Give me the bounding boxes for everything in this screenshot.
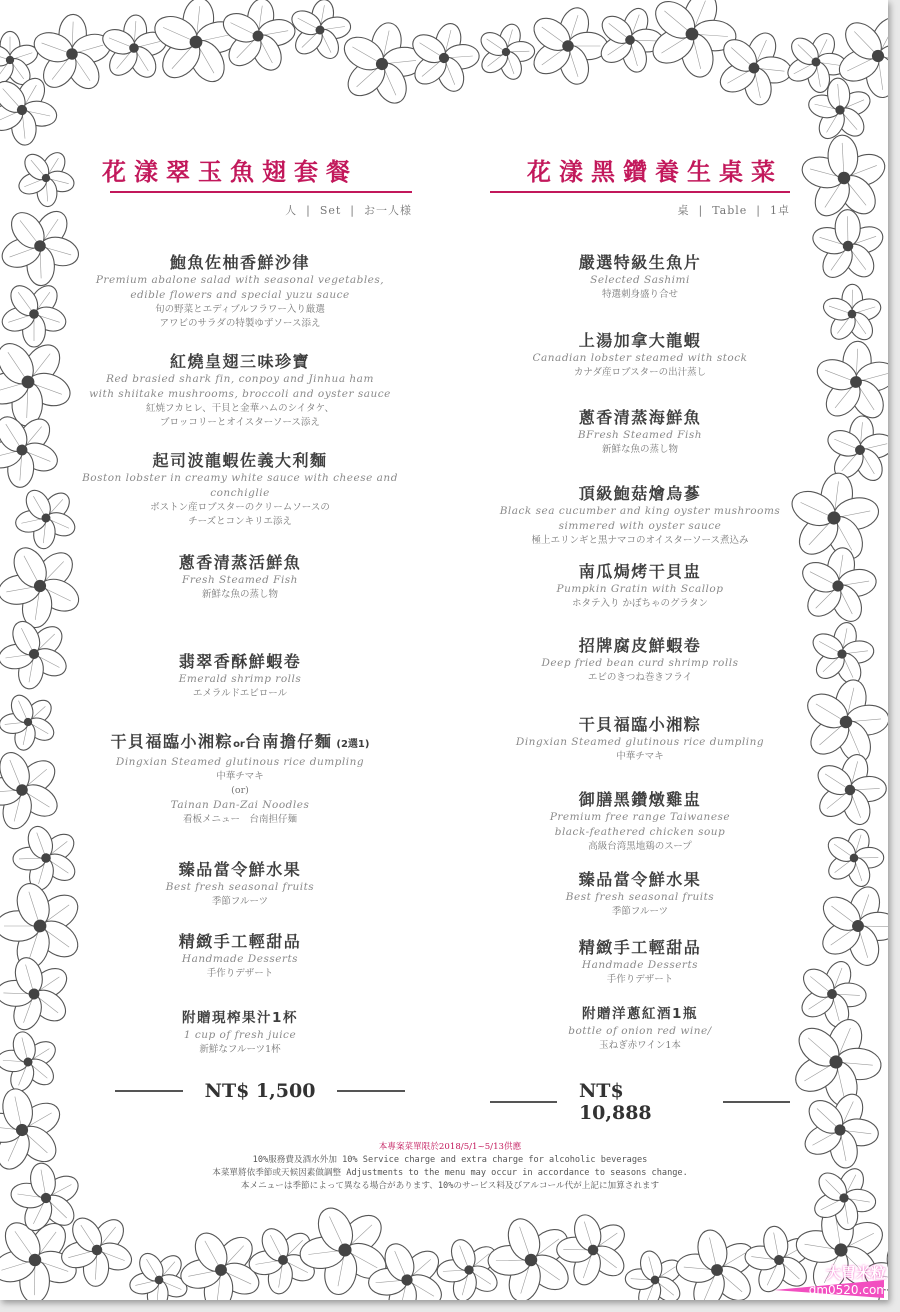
dish-name-en: Handmade Desserts [181, 953, 299, 965]
menu-item [70, 1008, 410, 1057]
dish-name-en: simmered with oyster sauce [558, 520, 722, 532]
table-menu-title: 花漾黑鑽養生桌菜 [527, 158, 783, 186]
dish-name-ja: 中華チマキ [216, 771, 264, 782]
dish-name-ja: 新鮮なフルーツ1杯 [199, 1044, 281, 1055]
menu-item [460, 562, 820, 611]
dish-name-zh: 上湯加拿大龍蝦 [578, 331, 702, 350]
dish-name [460, 331, 820, 351]
dish-name-en: Dingxian Steamed glutinous rice dumpling [515, 736, 765, 748]
dish-name-ja: (or) [231, 785, 249, 796]
menu-item [460, 790, 820, 854]
dish-name-en: Premium free range Taiwanese [549, 811, 731, 823]
menu-item [460, 408, 820, 457]
menu-item [460, 484, 820, 548]
dish-name-ja: 手作りデザート [606, 974, 674, 985]
dish-name-ja: 中華チマキ [616, 751, 664, 762]
dish-name [460, 938, 820, 958]
table-menu-price [490, 1080, 790, 1124]
dish-name-en: Best fresh seasonal fruits [165, 881, 315, 893]
set-menu-title: 花漾翠玉魚翅套餐 [102, 158, 358, 186]
dish-name-ja: 紅焼フカヒレ、干貝と金華ハムのシイタケ、 [145, 403, 334, 414]
dish-name [70, 932, 410, 952]
dish-name-en: Canadian lobster steamed with stock [532, 352, 748, 364]
dish-name-ja: アワビのサラダの特製ゆずソース添え [159, 318, 321, 329]
dish-name [460, 562, 820, 582]
dish-name-ja: 旬の野菜とエディブルフラワー入り厳選 [155, 304, 325, 315]
price-divider [115, 1090, 183, 1092]
menu-item [70, 652, 410, 701]
dish-name-zh: 精緻手工輕甜品 [578, 938, 702, 957]
dish-name-zh: 附贈洋蔥紅酒1瓶 [582, 1006, 698, 1022]
price-divider [337, 1090, 405, 1092]
dish-name-zh: 鮑魚佐柚香鮮沙律 [169, 253, 310, 272]
watermark-site: dm0520.com [808, 1283, 888, 1297]
dish-name-ja: ボストン産ロブスターのクリームソースの [150, 502, 330, 513]
flower-decoration [0, 680, 69, 763]
menu-item [70, 860, 410, 909]
dish-name-ja: 新鮮な魚の蒸し物 [601, 444, 678, 455]
dish-name-en: with shiitake mushrooms, broccoli and oyster sauce [89, 388, 391, 400]
dish-name-zh: 蔥香清蒸活鮮魚 [178, 553, 302, 572]
dish-choice-note: (2選1) [336, 739, 370, 750]
dish-name-ja: ブロッコリーとオイスターソース添え [160, 417, 320, 428]
dish-name-alt: 台南擔仔麵 [244, 732, 333, 751]
dish-name [70, 451, 410, 471]
dish-name-zh: 翡翠香酥鮮蝦卷 [178, 652, 302, 671]
dish-name-zh: 干貝福臨小湘粽 [578, 715, 702, 734]
dish-name-ja: 季節フルーツ [611, 906, 669, 917]
dish-name-ja: 手作りデザート [206, 968, 274, 979]
menu-item [460, 253, 820, 302]
watermark-logo [774, 1262, 894, 1304]
dish-name [460, 715, 820, 735]
menu-item [70, 352, 410, 430]
dish-name [460, 408, 820, 428]
dish-name-en: Deep fried bean curd shrimp rolls [541, 657, 739, 669]
dish-name-en: Handmade Desserts [581, 959, 699, 971]
flower-decoration [820, 284, 884, 345]
flower-decoration [815, 820, 888, 896]
menu-footnotes [100, 1141, 800, 1193]
dish-name-zh: 臻品當令鮮水果 [178, 860, 302, 879]
menu-item [460, 870, 820, 919]
dish-name [70, 732, 410, 755]
dish-name-ja: 新鮮な魚の蒸し物 [201, 589, 278, 600]
menu-item [460, 636, 820, 685]
dish-name [70, 1008, 410, 1028]
dish-name-en: Pumpkin Gratin with Scallop [556, 583, 724, 595]
dish-name-ja: チーズとコンキリエ添え [188, 516, 292, 527]
price-value: NT$ 10,888 [578, 1080, 652, 1124]
menu-item [70, 932, 410, 981]
title-underline [110, 191, 412, 193]
menu-item [460, 715, 820, 764]
dish-name-en: bottle of onion red wine/ [568, 1025, 712, 1037]
title-underline [490, 191, 790, 193]
dish-name-zh: 紅燒皇翅三味珍寶 [169, 352, 310, 371]
dish-name-zh: 南瓜焗烤干貝盅 [578, 562, 702, 581]
dish-name [70, 253, 410, 273]
dish-name-en: Black sea cucumber and king oyster mushrooms [499, 505, 781, 517]
dish-name-ja: ホタテ入り かぼちゃのグラタン [572, 598, 708, 609]
dish-name-zh: 蔥香清蒸海鮮魚 [578, 408, 702, 427]
set-menu-price [110, 1080, 410, 1102]
price-divider [490, 1101, 557, 1103]
dish-name-en: BFresh Steamed Fish [577, 429, 703, 441]
dish-name-zh: 精緻手工輕甜品 [178, 932, 302, 951]
dish-name-zh: 頂級鮑菇燴烏蔘 [578, 484, 702, 503]
price-divider [723, 1101, 790, 1103]
dish-name [460, 636, 820, 656]
dish-name [460, 253, 820, 273]
dish-name-zh: 御膳黑鑽燉雞盅 [578, 790, 702, 809]
dish-name-ja: エビのきつね巻きフライ [587, 672, 693, 683]
promo-period: 本專案菜單限於2018/5/1~5/13供應 [378, 1142, 522, 1152]
dish-name-en: edible flowers and special yuzu sauce [130, 289, 350, 301]
menu-item [70, 451, 410, 529]
dish-name-en: Emerald shrimp rolls [178, 673, 302, 685]
dish-name-zh: 招牌腐皮鮮蝦卷 [578, 636, 702, 655]
menu-item [460, 938, 820, 987]
dish-name-en: black-feathered chicken soup [554, 826, 726, 838]
dish-name [460, 870, 820, 890]
dish-name-zh: 干貝福臨小湘粽 [110, 732, 234, 751]
dish-name-en: Premium abalone salad with seasonal vegetables, [95, 274, 385, 286]
dish-name-ja: 看板メニュー 台南担仔麺 [182, 814, 297, 825]
menu-item [460, 1004, 820, 1053]
dish-name-ja: 玉ねぎ赤ワイン1本 [599, 1040, 681, 1051]
dish-name-en: Boston lobster in creamy white sauce with cheese and conchiglie [82, 472, 398, 499]
dish-name [70, 553, 410, 573]
watermark-name: 大胃米粒 [825, 1264, 886, 1282]
menu-item [460, 331, 820, 380]
dish-name [460, 1004, 820, 1024]
menu-item [70, 253, 410, 331]
dish-name-en: Selected Sashimi [590, 274, 690, 286]
footnote-line: 本メニューは季節によって異なる場合があります、10%のサービス料及びアルコール代が上記に加算されます [240, 1181, 660, 1191]
dish-name-en: Dingxian Steamed glutinous rice dumpling [115, 756, 365, 768]
flower-decoration [811, 339, 888, 425]
dish-name [70, 860, 410, 880]
price-value: NT$ 1,500 [204, 1080, 316, 1102]
menu-item [70, 732, 410, 827]
footnote-line: 本菜單將依季節或天候因素做調整 Adjustments to the menu may occur in accordance to seasons change. [212, 1168, 688, 1178]
dish-name-zh: 嚴選特級生魚片 [578, 253, 702, 272]
dish-name [70, 352, 410, 372]
dish-or: or [233, 739, 245, 750]
dish-name-en: Best fresh seasonal fruits [565, 891, 715, 903]
dish-name-zh: 附贈現榨果汁1杯 [182, 1010, 298, 1026]
dish-name [460, 484, 820, 504]
dish-name-ja: 季節フルーツ [211, 896, 269, 907]
dish-name [70, 652, 410, 672]
dish-name-en: 1 cup of fresh juice [183, 1029, 297, 1041]
dish-name-en: Fresh Steamed Fish [182, 574, 298, 586]
dish-name-en: Red brasied shark fin, conpoy and Jinhua ham [106, 373, 374, 385]
menu-item [70, 553, 410, 602]
dish-name-ja: 極上エリンギと黒ナマコのオイスターソース煮込み [531, 535, 749, 546]
dish-name-ja: 特選刺身盛り合せ [601, 289, 678, 300]
table-menu-unit: 桌 | Table | 1卓 [677, 204, 790, 217]
flower-decoration [469, 16, 543, 88]
dish-name-ja: エメラルドエビロール [192, 688, 288, 699]
dish-name-ja: 高級台湾黒地鶏のスープ [588, 841, 692, 852]
dish-name-en: Tainan Dan-Zai Noodles [170, 799, 310, 811]
footnote-line: 10%服務費及酒水外加 10% Service charge and extra charge for alcoholic beverages [252, 1155, 648, 1165]
dish-name-zh: 臻品當令鮮水果 [578, 870, 702, 889]
dish-name [460, 790, 820, 810]
set-menu-unit: 人 | Set | お一人様 [285, 204, 412, 217]
dish-name-ja: カナダ産ロブスターの出汁蒸し [573, 367, 707, 378]
dish-name-zh: 起司波龍蝦佐義大利麵 [152, 451, 328, 470]
